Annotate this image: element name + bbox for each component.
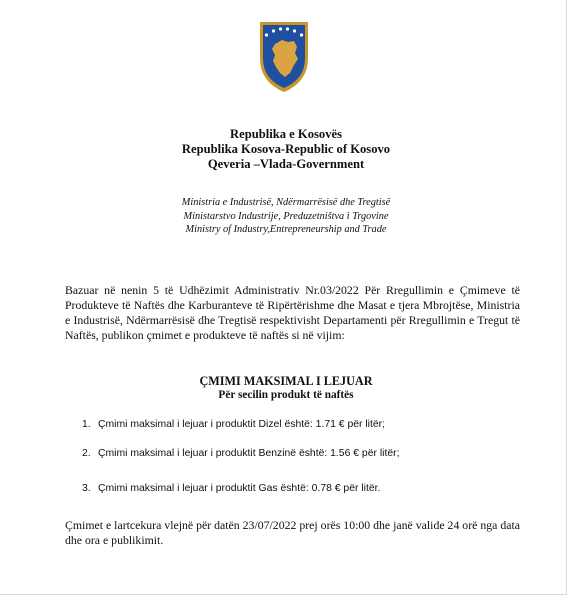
price-item-petrol — [82, 448, 399, 459]
price-item-text: Çmimi maksimal i lejuar i produktit Dizel është: 1.71 € për litër; — [98, 419, 385, 430]
ministry-header — [0, 196, 572, 237]
government-header — [0, 127, 572, 172]
price-item-gas — [82, 483, 380, 494]
header-line-republic-multilingual: Republika Kosova-Republic of Kosovo — [181, 142, 391, 156]
price-item-number: 1. — [82, 419, 91, 430]
ministry-line-serbian: Ministarstvo Industrije, Preduzetništva i Trgovine — [183, 210, 389, 222]
ministry-line-english: Ministry of Industry,Entrepreneurship and Trade — [185, 224, 387, 235]
price-item-text: Çmimi maksimal i lejuar i produktit Gas është: 0.78 € për litër. — [98, 483, 381, 494]
intro-paragraph: Bazuar në nenin 5 të Udhëzimit Administrativ Nr.03/2022 Për Rregullimin e Çmimeve të Produkteve të Naftës dhe Karburanteve të Ripërtërishme dhe Masat e tjera Mbrojtëse, Ministria e Industrisë, Ndërmarrësisë dhe Tregtisë respektivisht Departamenti për Rregullimin e Tregut të Naftës, publikon çmimet e produkteve të naftës si në vijim: — [65, 283, 520, 342]
closing-paragraph: Çmimet e lartcekura vlejnë për datën 23/07/2022 prej orës 10:00 dhe janë valide 24 orë nga data dhe ora e publikimit. — [65, 518, 520, 547]
price-title-main: ÇMIMI MAKSIMAL I LEJUAR — [199, 374, 373, 388]
header-line-government: Qeveria –Vlada-Government — [207, 157, 365, 171]
price-item-diesel — [82, 419, 385, 430]
header-line-republic: Republika e Kosovës — [230, 127, 342, 141]
ministry-line-albanian: Ministria e Industrisë, Ndërmarrësisë dhe Tregtisë — [181, 197, 391, 208]
price-item-text: Çmimi maksimal i lejuar i produktit Benzinë është: 1.56 € për litër; — [98, 448, 400, 459]
price-item-number: 3. — [82, 483, 91, 494]
price-title-sub: Për secilin produkt të naftës — [218, 389, 354, 401]
price-title — [0, 374, 572, 402]
price-item-number: 2. — [82, 448, 91, 459]
kosovo-coat-of-arms-icon — [257, 18, 311, 94]
